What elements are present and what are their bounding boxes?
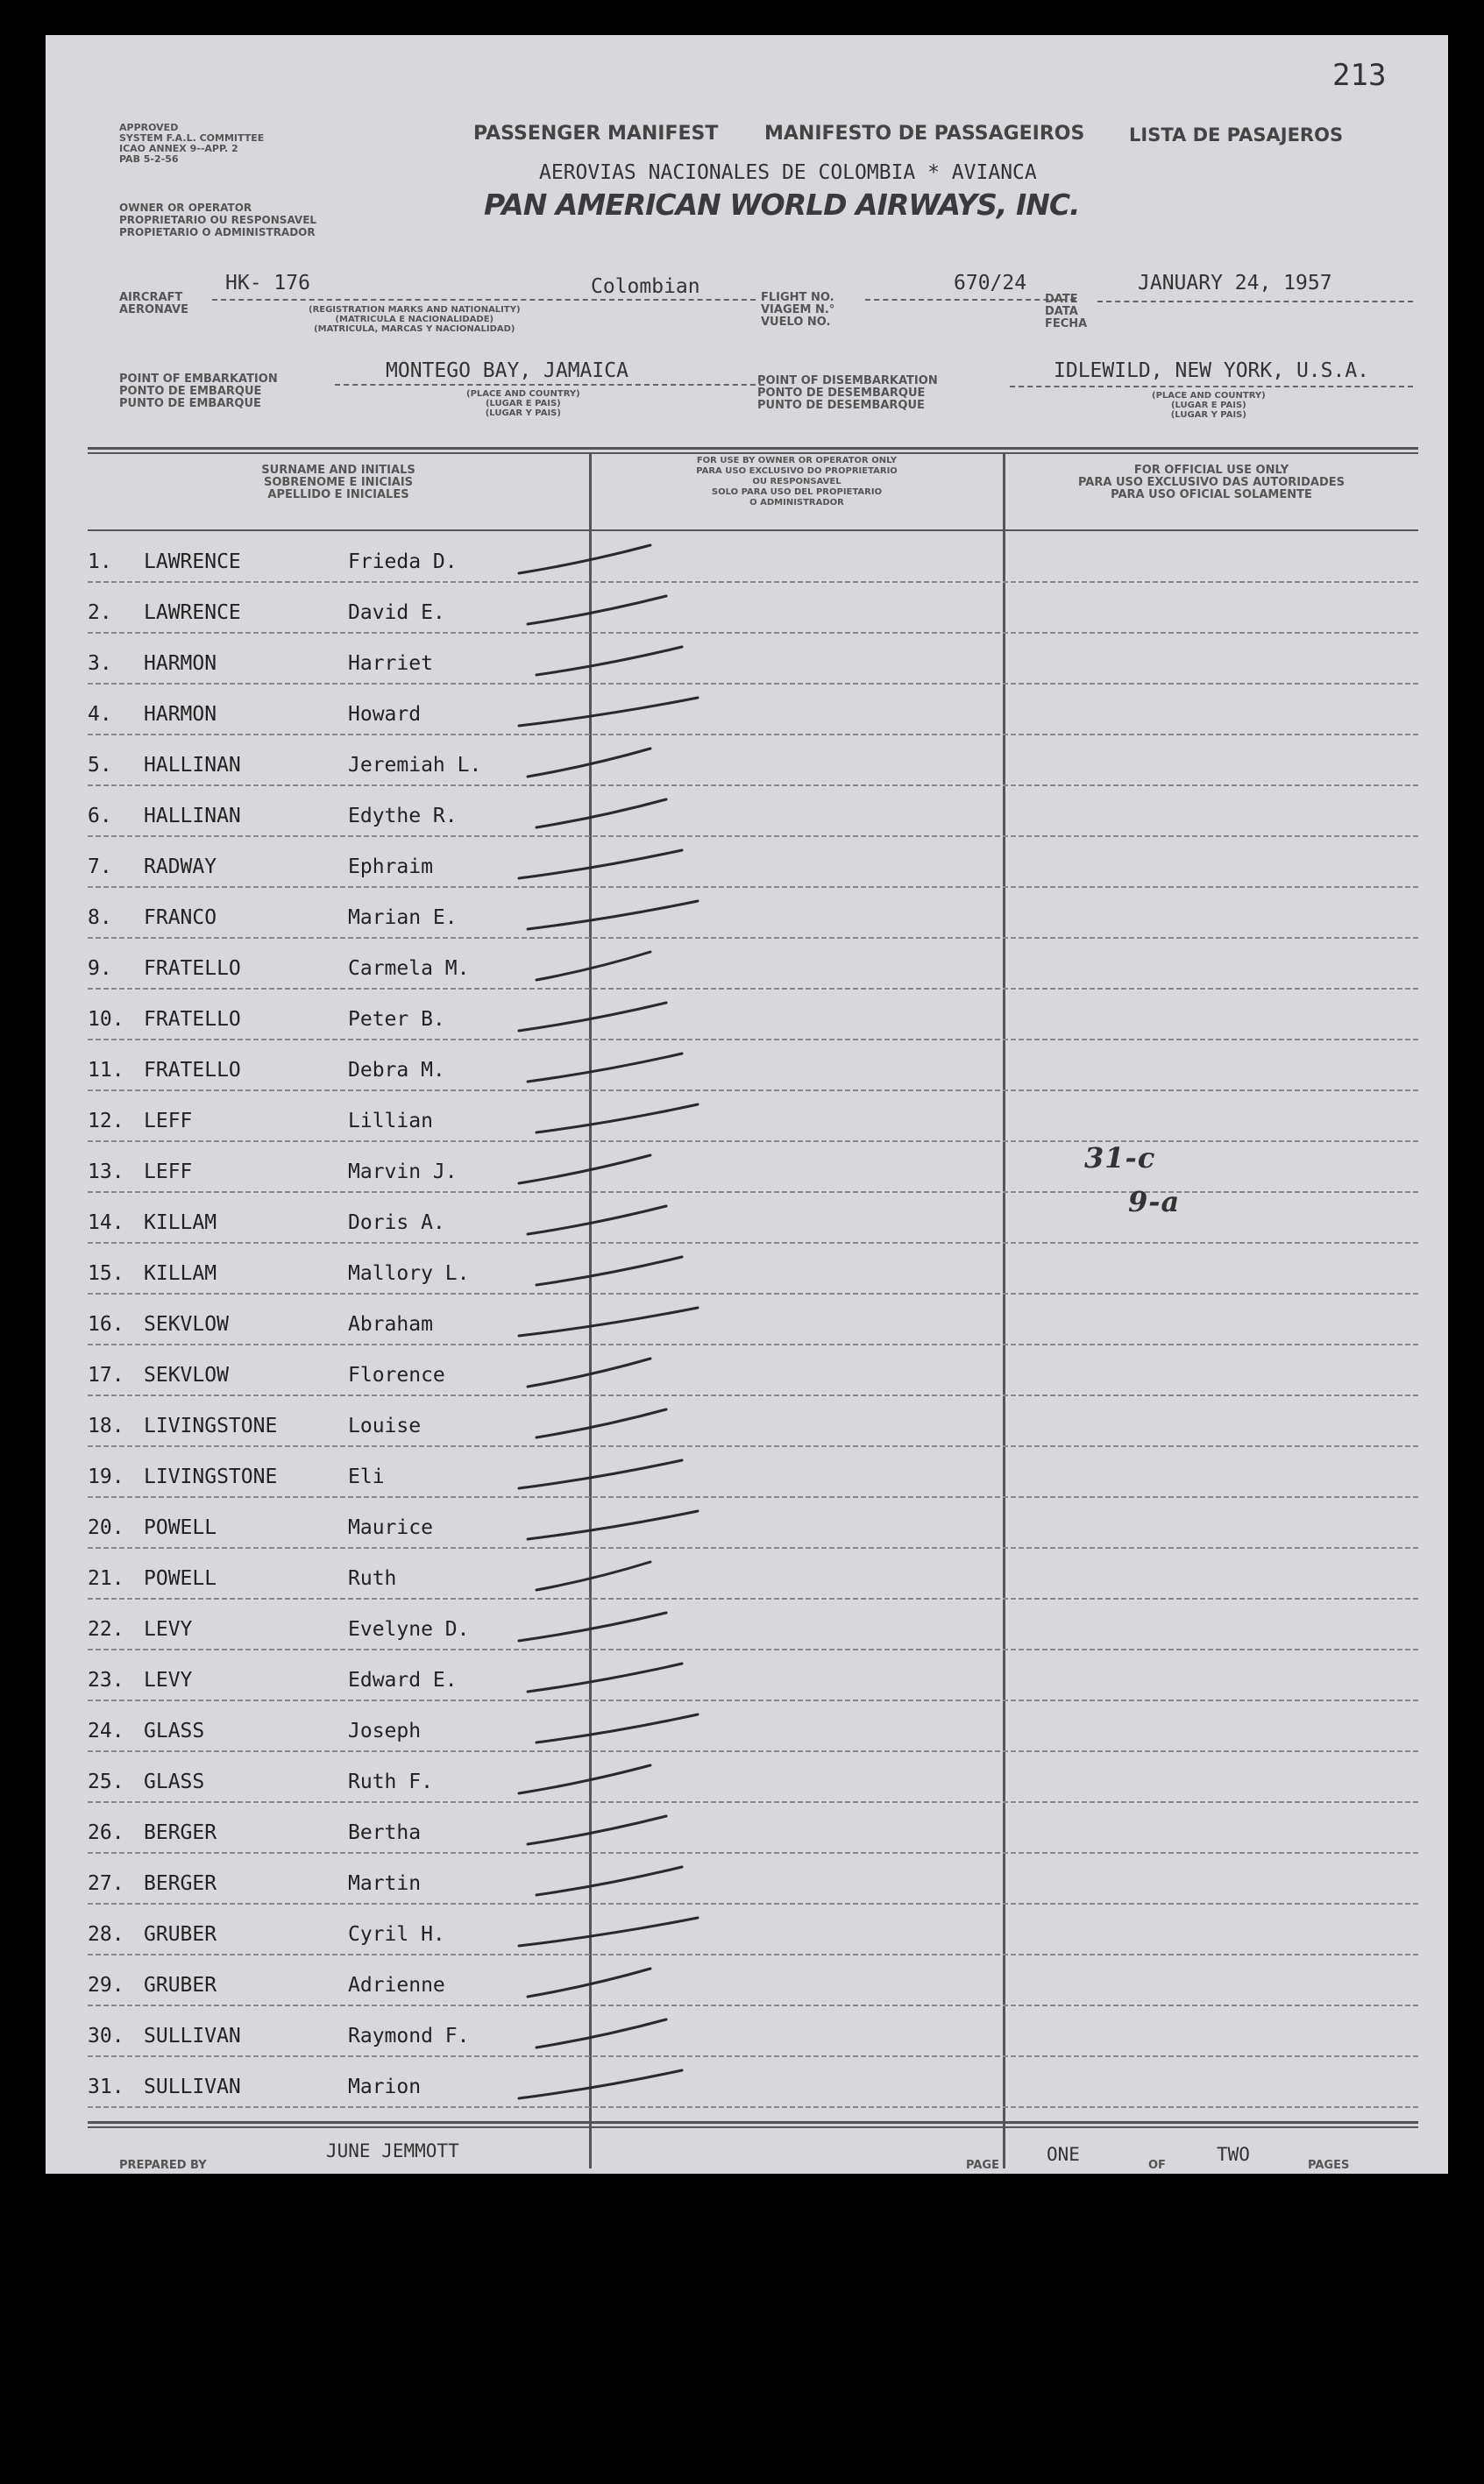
row-number: 12. — [88, 1110, 124, 1132]
given-name: Debra M. — [348, 1059, 445, 1082]
sub-line: (LUGAR Y PAIS) — [485, 408, 561, 418]
header-line: O ADMINISTRADOR — [749, 498, 844, 507]
label-line: DATA — [1045, 305, 1078, 318]
surname: KILLAM — [144, 1262, 217, 1285]
row-number: 4. — [88, 703, 112, 726]
header-line: FOR USE BY OWNER OR OPERATOR ONLY — [696, 456, 898, 465]
row-number: 27. — [88, 1872, 124, 1895]
surname: HARMON — [144, 652, 217, 675]
surname: FRATELLO — [144, 957, 241, 980]
surname: GRUBER — [144, 1923, 217, 1946]
given-name: Raymond F. — [348, 2025, 470, 2048]
given-name: Cyril H. — [348, 1923, 445, 1946]
header-line: FOR OFFICIAL USE ONLY — [1133, 464, 1289, 477]
given-name: Evelyne D. — [348, 1618, 470, 1641]
row-number: 17. — [88, 1364, 124, 1387]
approval-line: PAB 5-2-56 — [119, 153, 179, 165]
given-name: Frieda D. — [348, 550, 458, 573]
check-stroke — [519, 545, 650, 573]
given-name: Florence — [348, 1364, 445, 1387]
surname: SULLIVAN — [144, 2076, 241, 2098]
row-number: 13. — [88, 1160, 124, 1183]
given-name: Marvin J. — [348, 1160, 458, 1183]
check-stroke — [528, 1359, 650, 1387]
sub-line: (REGISTRATION MARKS AND NATIONALITY) — [309, 305, 521, 315]
surname: KILLAM — [144, 1211, 217, 1234]
given-name: Howard — [348, 703, 422, 726]
page-number: 213 — [1332, 58, 1387, 93]
row-number: 10. — [88, 1008, 124, 1031]
header-line: PARA USO EXCLUSIVO DAS AUTORIDADES — [1077, 476, 1346, 489]
surname: GRUBER — [144, 1974, 217, 1997]
sub-line: (PLACE AND COUNTRY) — [466, 389, 580, 399]
check-stroke — [536, 1714, 698, 1742]
approval-line: APPROVED — [119, 122, 179, 133]
label-line: PONTO DE EMBARQUE — [119, 385, 262, 398]
given-name: Doris A. — [348, 1211, 445, 1234]
row-number: 6. — [88, 805, 112, 827]
official-note-line1: 31-c — [1084, 1141, 1156, 1175]
label-line: FLIGHT NO. — [761, 291, 834, 304]
header-line: SURNAME AND INITIALS — [261, 464, 415, 477]
given-name: Marian E. — [348, 906, 458, 929]
surname: BERGER — [144, 1872, 217, 1895]
given-name: Abraham — [348, 1313, 433, 1336]
label-line: PONTO DE DESEMBARQUE — [757, 387, 926, 400]
label-line: VUELO NO. — [761, 316, 831, 329]
given-name: Adrienne — [348, 1974, 445, 1997]
label-line: PUNTO DE EMBARQUE — [119, 397, 261, 410]
row-number: 24. — [88, 1720, 124, 1742]
surname: GLASS — [144, 1771, 205, 1793]
given-name: Edward E. — [348, 1669, 458, 1692]
operator-typed: AEROVIAS NACIONALES DE COLOMBIA * AVIANCA — [539, 161, 1037, 184]
check-stroke — [528, 596, 666, 624]
label-line: FECHA — [1045, 317, 1088, 330]
label-line: VIAGEM N.° — [761, 303, 835, 316]
row-number: 5. — [88, 754, 112, 777]
disembarkation-value: IDLEWILD, NEW YORK, U.S.A. — [1054, 359, 1370, 382]
header-line: SOLO PARA USO DEL PROPIETARIO — [711, 487, 883, 497]
check-stroke — [536, 647, 682, 675]
row-number: 9. — [88, 957, 112, 980]
check-stroke — [528, 1664, 682, 1692]
check-stroke — [519, 1613, 666, 1641]
label-line: AIRCRAFT — [119, 291, 183, 304]
given-name: David E. — [348, 601, 445, 624]
embarkation-value: MONTEGO BAY, JAMAICA — [386, 359, 628, 382]
given-name: Maurice — [348, 1516, 433, 1539]
given-name: Eli — [348, 1466, 385, 1488]
check-stroke — [519, 1765, 650, 1793]
surname: LEFF — [144, 1110, 193, 1132]
row-number: 22. — [88, 1618, 124, 1641]
surname: SEKVLOW — [144, 1313, 229, 1336]
sub-line: (MATRICULA E NACIONALIDADE) — [335, 315, 494, 324]
pages-label: PAGES — [1308, 2159, 1350, 2172]
surname: FRANCO — [144, 906, 217, 929]
header-line: PARA USO EXCLUSIVO DO PROPRIETARIO — [696, 466, 898, 476]
sub-line: (MATRICULA, MARCAS Y NACIONALIDAD) — [314, 324, 515, 334]
title-es: LISTA DE PASAJEROS — [1129, 124, 1344, 145]
sub-line: (PLACE AND COUNTRY) — [1152, 391, 1266, 401]
surname: LEFF — [144, 1160, 193, 1183]
row-number: 15. — [88, 1262, 124, 1285]
check-stroke — [519, 698, 698, 726]
surname: LIVINGSTONE — [144, 1415, 278, 1437]
label-line: DATE — [1045, 293, 1078, 306]
given-name: Joseph — [348, 1720, 422, 1742]
aircraft-nationality: Colombian — [591, 275, 700, 298]
check-stroke — [528, 1969, 650, 1997]
sub-line: (LUGAR Y PAIS) — [1170, 410, 1246, 420]
page-label: PAGE — [966, 2159, 999, 2172]
label-line: AERONAVE — [119, 303, 189, 316]
row-number: 19. — [88, 1466, 124, 1488]
given-name: Peter B. — [348, 1008, 445, 1031]
surname: LEVY — [144, 1618, 193, 1641]
check-stroke — [519, 1308, 698, 1336]
operator-stamp: PAN AMERICAN WORLD AIRWAYS, INC. — [484, 188, 1080, 222]
surname: BERGER — [144, 1821, 217, 1844]
row-number: 3. — [88, 652, 112, 675]
row-number: 1. — [88, 550, 112, 573]
surname: RADWAY — [144, 855, 217, 878]
row-number: 18. — [88, 1415, 124, 1437]
sub-line: (LUGAR E PAIS) — [1170, 401, 1246, 410]
label-line: OWNER OR OPERATOR — [119, 202, 252, 214]
row-number: 20. — [88, 1516, 124, 1539]
row-number: 31. — [88, 2076, 124, 2098]
given-name: Ruth F. — [348, 1771, 433, 1793]
row-number: 29. — [88, 1974, 124, 1997]
check-stroke — [519, 1460, 682, 1488]
row-number: 26. — [88, 1821, 124, 1844]
header-line: PARA USO OFICIAL SOLAMENTE — [1111, 488, 1312, 501]
label-line: POINT OF EMBARKATION — [119, 373, 278, 386]
header-line: APELLIDO E INICIALES — [267, 488, 409, 501]
row-number: 23. — [88, 1669, 124, 1692]
check-stroke — [536, 1867, 682, 1895]
surname: SEKVLOW — [144, 1364, 229, 1387]
check-stroke — [528, 1816, 666, 1844]
given-name: Ruth — [348, 1567, 397, 1590]
checkmark-strokes — [46, 35, 1448, 2174]
surname: SULLIVAN — [144, 2025, 241, 2048]
flight-value: 670/24 — [954, 272, 1027, 295]
check-stroke — [519, 850, 682, 878]
row-number: 2. — [88, 601, 112, 624]
check-stroke — [536, 1257, 682, 1285]
of-label: OF — [1148, 2159, 1166, 2172]
label-line: POINT OF DISEMBARKATION — [757, 374, 938, 387]
surname: HALLINAN — [144, 805, 241, 827]
sub-line: (LUGAR E PAIS) — [485, 399, 561, 408]
row-number: 11. — [88, 1059, 124, 1082]
row-number: 25. — [88, 1771, 124, 1793]
check-stroke — [519, 1003, 666, 1031]
check-stroke — [528, 749, 650, 777]
given-name: Martin — [348, 1872, 422, 1895]
table-bottom-rule-2 — [88, 2126, 1418, 2128]
surname: POWELL — [144, 1516, 217, 1539]
given-name: Louise — [348, 1415, 422, 1437]
title-pt: MANIFESTO DE PASSAGEIROS — [764, 123, 1085, 145]
given-name: Marion — [348, 2076, 422, 2098]
title-en: PASSENGER MANIFEST — [473, 123, 719, 145]
surname: HALLINAN — [144, 754, 241, 777]
label-line: PROPIETARIO O ADMINISTRADOR — [119, 226, 316, 238]
surname: HARMON — [144, 703, 217, 726]
approval-line: SYSTEM F.A.L. COMMITTEE — [119, 132, 265, 144]
given-name: Ephraim — [348, 855, 433, 878]
row-number: 7. — [88, 855, 112, 878]
prepared-by: JUNE JEMMOTT — [326, 2140, 459, 2161]
surname: LEVY — [144, 1669, 193, 1692]
approval-line: ICAO ANNEX 9--APP. 2 — [119, 143, 238, 154]
row-number: 14. — [88, 1211, 124, 1234]
given-name: Harriet — [348, 652, 433, 675]
check-stroke — [528, 1511, 698, 1539]
label-line: PUNTO DE DESEMBARQUE — [757, 399, 925, 412]
official-note-line2: 9-a — [1128, 1185, 1181, 1218]
check-stroke — [536, 1104, 698, 1132]
page-current: ONE — [1047, 2144, 1080, 2165]
check-stroke — [536, 1409, 666, 1437]
surname: LAWRENCE — [144, 550, 241, 573]
row-number: 30. — [88, 2025, 124, 2048]
check-stroke — [528, 1054, 682, 1082]
check-stroke — [536, 1562, 650, 1590]
header-line: OU RESPONSAVEL — [752, 477, 841, 486]
prepared-label: PREPARED BY — [119, 2159, 207, 2172]
surname: LIVINGSTONE — [144, 1466, 278, 1488]
row-number: 16. — [88, 1313, 124, 1336]
check-stroke — [536, 2019, 666, 2048]
row-number: 21. — [88, 1567, 124, 1590]
check-stroke — [536, 952, 650, 980]
surname: FRATELLO — [144, 1008, 241, 1031]
given-name: Lillian — [348, 1110, 433, 1132]
row-number: 28. — [88, 1923, 124, 1946]
check-stroke — [519, 1155, 650, 1183]
row-number: 8. — [88, 906, 112, 929]
date-value: JANUARY 24, 1957 — [1138, 272, 1332, 295]
surname: POWELL — [144, 1567, 217, 1590]
label-line: PROPRIETARIO OU RESPONSAVEL — [119, 214, 317, 226]
check-stroke — [528, 901, 698, 929]
page-total: TWO — [1217, 2144, 1250, 2165]
given-name: Edythe R. — [348, 805, 458, 827]
table-bottom-rule — [88, 2121, 1418, 2124]
header-line: SOBRENOME E INICIAIS — [263, 476, 414, 489]
check-stroke — [519, 1918, 698, 1946]
manifest-form — [46, 35, 1448, 2174]
check-stroke — [519, 2070, 682, 2098]
given-name: Mallory L. — [348, 1262, 470, 1285]
check-stroke — [536, 799, 666, 827]
surname: LAWRENCE — [144, 601, 241, 624]
given-name: Bertha — [348, 1821, 422, 1844]
given-name: Carmela M. — [348, 957, 470, 980]
surname: FRATELLO — [144, 1059, 241, 1082]
aircraft-value: HK- 176 — [225, 272, 310, 295]
surname: GLASS — [144, 1720, 205, 1742]
check-stroke — [528, 1206, 666, 1234]
given-name: Jeremiah L. — [348, 754, 482, 777]
